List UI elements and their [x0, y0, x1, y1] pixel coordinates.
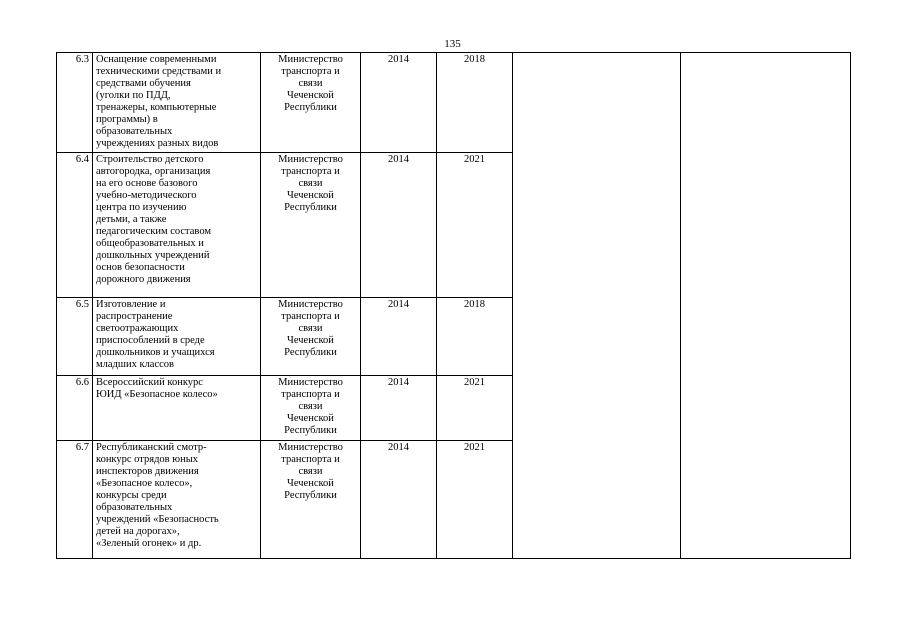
start-year: 2014 — [361, 298, 437, 376]
measure-name: Строительство детского автогородка, организация на его основе базового учебно-методического центра по изучению детьми, а также педагогическим составом общеобразовательных и дошкольных учреждений основ безопасности дорожного движения — [93, 153, 261, 298]
executor: Министерство транспорта и связи Чеченской Республики — [261, 298, 361, 376]
start-year: 2014 — [361, 153, 437, 298]
start-year: 2014 — [361, 53, 437, 153]
row-number: 6.5 — [57, 298, 93, 376]
executor: Министерство транспорта и связи Чеченской Республики — [261, 441, 361, 559]
row-number: 6.7 — [57, 441, 93, 559]
measures-table — [56, 52, 851, 559]
end-year: 2018 — [437, 298, 513, 376]
measure-name: Оснащение современными техническими средствами и средствами обучения (уголки по ПДД, тренажеры, компьютерные программы) в образовательных учреждениях разных видов — [93, 53, 261, 153]
end-year: 2021 — [437, 441, 513, 559]
empty-column-cell — [513, 53, 681, 559]
end-year: 2021 — [437, 376, 513, 441]
empty-column-cell — [681, 53, 851, 559]
executor: Министерство транспорта и связи Чеченской Республики — [261, 53, 361, 153]
end-year: 2021 — [437, 153, 513, 298]
end-year: 2018 — [437, 53, 513, 153]
measure-name: Республиканский смотр- конкурс отрядов юных инспекторов движения «Безопасное колесо», конкурсы среди образовательных учреждений «Безопасность детей на дорогах», «Зеленый огонек» и др. — [93, 441, 261, 559]
page-number: 135 — [444, 38, 461, 50]
executor: Министерство транспорта и связи Чеченской Республики — [261, 153, 361, 298]
row-number: 6.3 — [57, 53, 93, 153]
row-number: 6.6 — [57, 376, 93, 441]
row-number: 6.4 — [57, 153, 93, 298]
executor: Министерство транспорта и связи Чеченской Республики — [261, 376, 361, 441]
measure-name: Всероссийский конкурс ЮИД «Безопасное колесо» — [93, 376, 261, 441]
table-row — [57, 53, 851, 153]
measure-name: Изготовление и распространение светоотражающих приспособлений в среде дошкольников и учащихся младших классов — [93, 298, 261, 376]
start-year: 2014 — [361, 441, 437, 559]
start-year: 2014 — [361, 376, 437, 441]
